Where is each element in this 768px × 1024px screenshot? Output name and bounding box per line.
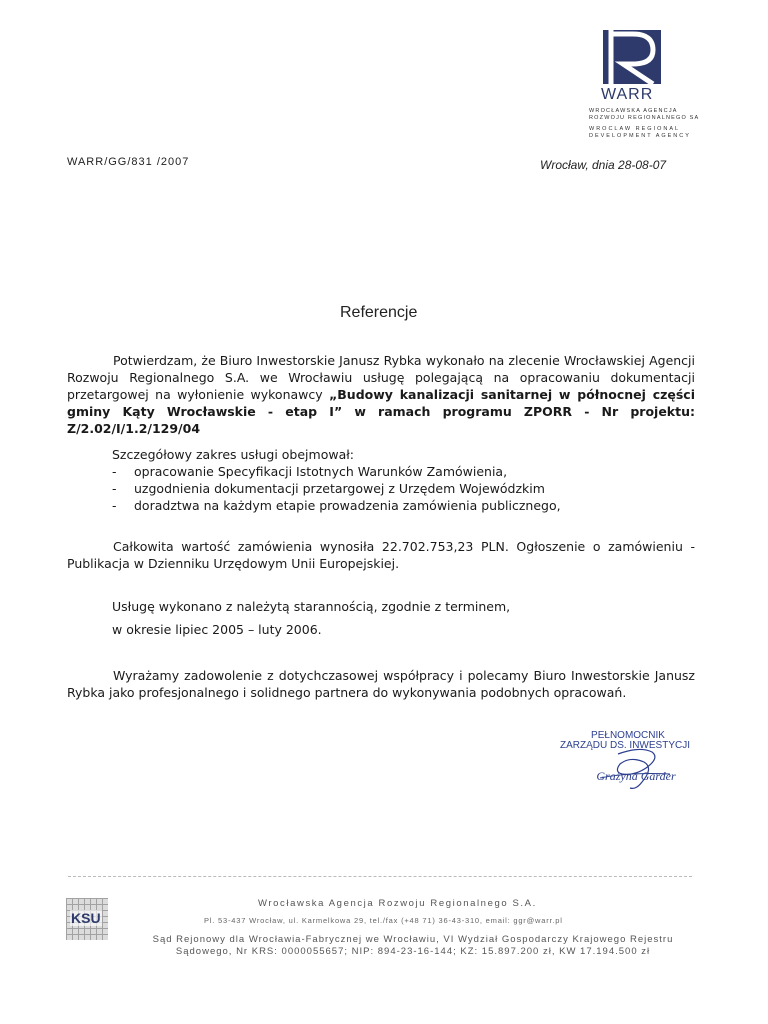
- paragraph-quality-line2: w okresie lipiec 2005 – luty 2006.: [112, 622, 322, 637]
- scope-list: [112, 463, 561, 514]
- warr-logo-mark-icon: [603, 30, 661, 84]
- project-name: „Budowy kanalizacji sanitarnej w północnej części gminy Kąty Wrocławskie - etap I” w ramach programu ZPORR - Nr projektu: Z/2.02/I/1.2/129/04: [67, 387, 695, 436]
- paragraph-recommendation: Wyrażamy zadowolenie z dotychczasowej współpracy i polecamy Biuro Inwestorskie Janusz Rybka jako profesjonalnego i solidnego partnera do wykonywania podobnych opracowań.: [67, 668, 695, 700]
- reference-number: WARR/GG/831 /2007: [67, 156, 190, 168]
- footer-company: Wrocławska Agencja Rozwoju Regionalnego S.A.: [258, 898, 537, 909]
- logo-en-line2: DEVELOPMENT AGENCY: [589, 133, 691, 139]
- ksu-badge: [66, 898, 108, 940]
- footer-address: Pl. 53-437 Wrocław, ul. Karmelkowa 29, tel./fax (+48 71) 36-43-310, email: ggr@warr.pl: [204, 916, 563, 925]
- ksu-badge-label: KSU: [71, 910, 101, 926]
- list-item: - uzgodnienia dokumentacji przetargowej z Urzędem Wojewódzkim: [112, 480, 561, 497]
- logo-en-line1: WROCLAW REGIONAL: [589, 126, 681, 132]
- scope-lead: Szczegółowy zakres usługi obejmował:: [112, 447, 355, 462]
- paragraph-confirmation: [67, 352, 695, 437]
- logo-name-line1: WROCŁAWSKA AGENCJA: [589, 108, 678, 114]
- stamp-line1: PEŁNOMOCNIK: [591, 730, 665, 741]
- paragraph-value: Całkowita wartość zamówienia wynosiła 22.702.753,23 PLN. Ogłoszenie o zamówieniu - Publikacja w Dzienniku Urzędowym Unii Europejskiej.: [67, 539, 695, 571]
- footer-divider: [68, 876, 692, 877]
- logo-name-line2: ROZWOJU REGIONALNEGO SA: [589, 115, 700, 121]
- handwritten-signature-icon: [580, 744, 680, 794]
- list-item: - opracowanie Specyfikacji Istotnych Warunków Zamówienia,: [112, 463, 561, 480]
- paragraph-quality-line1: Usługę wykonano z należytą starannością, zgodnie z terminem,: [112, 599, 511, 614]
- place-date: Wrocław, dnia 28-08-07: [540, 158, 667, 172]
- letter-title: Referencje: [340, 304, 418, 321]
- stamp-name: Grażyna Garder: [596, 769, 676, 783]
- list-item: - doradztwa na każdym etapie prowadzenia zamówienia publicznego,: [112, 497, 561, 514]
- stamp-line2: ZARZĄDU DS. INWESTYCJI: [559, 740, 690, 751]
- logo-brand: WARR: [601, 86, 654, 103]
- footer-court-registration: Sąd Rejonowy dla Wrocławia-Fabrycznej we Wrocławiu, VI Wydział Gospodarczy Krajowego Rejestru Sądowego, Nr KRS: 0000055657; NIP: 894-23-16-144; KZ: 15.897.200 zł, KW 17.194.500 zł: [152, 934, 674, 957]
- paragraph-confirmation-text: Potwierdzam, że Biuro Inwestorskie Janusz Rybka wykonało na zlecenie Wrocławskiej Agencji Rozwoju Regionalnego S.A. we Wrocławiu usługę polegającą na opracowaniu dokumentacji przetargowej na wyłonienie wykonawcy: [67, 353, 695, 402]
